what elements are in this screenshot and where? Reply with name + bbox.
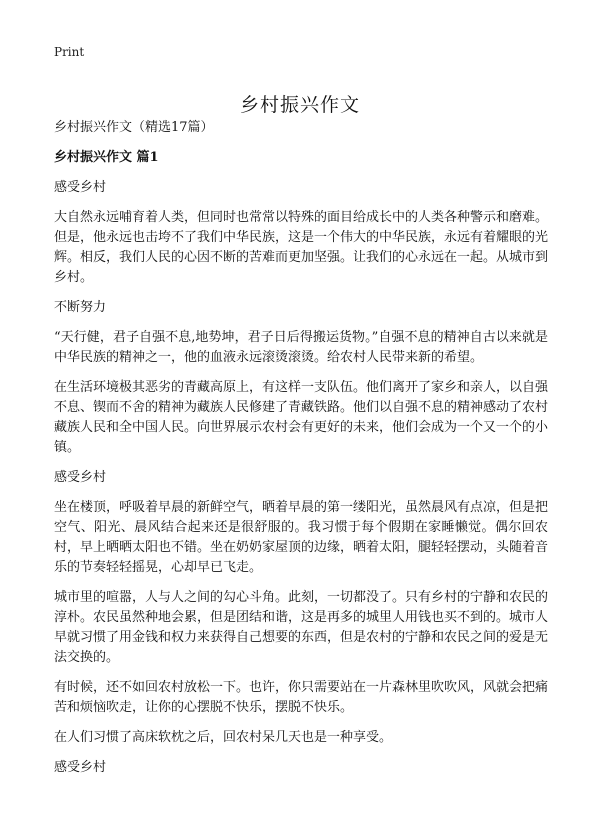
section-title: 乡村振兴作文 篇1: [54, 150, 159, 165]
paragraph: “天行健，君子自强不息,地势坤，君子日后得搬运货物。”自强不息的精神自古以来就是中华民族的精神之一，他的血液永远滚烫滚烫。给农村人民带来新的希望。: [54, 330, 548, 365]
paragraph: 在人们习惯了高床软枕之后，回农村呆几天也是一种享受。: [54, 730, 393, 745]
section-heading: 感受乡村: [54, 760, 107, 775]
paragraph: 大自然永远哺育着人类，但同时也常常以特殊的面目给成长中的人类各种警示和磨难。但是，他永远也击垮不了我们中华民族，这是一个伟大的中华民族，永远有着耀眼的光辉。相反，我们人民的心因不断的苦难而更加坚强。让我们的心永远在一起。从城市到乡村。: [54, 210, 549, 285]
section-heading: 感受乡村: [54, 180, 107, 195]
paragraph: 城市里的喧嚣，人与人之间的勾心斗角。此刻，一切都没了。只有乡村的宁静和农民的淳朴。农民虽然种地会累，但是团结和谐，这是再多的城里人用钱也买不到的。城市人早就习惯了用金钱和权力来获得自己想要的东西，但是农村的宁静和农民之间的爱是无法交换的。: [54, 590, 549, 665]
paragraph: 有时候，还不如回农村放松一下。也许，你只需要站在一片森林里吹吹风，风就会把痛苦和烦恼吹走，让你的心摆脱不快乐，摆脱不快乐。: [54, 680, 549, 715]
paragraph: 在生活环境极其恶劣的青藏高原上，有这样一支队伍。他们离开了家乡和亲人，以自强不息、锲而不舍的精神为藏族人民修建了青藏铁路。他们以自强不息的精神感动了农村藏族人民和全中国人民。向世界展示农村会有更好的未来，他们会成为一个又一个的小镇。: [54, 380, 549, 455]
paragraph: 坐在楼顶，呼吸着早晨的新鲜空气，晒着早晨的第一缕阳光，虽然晨风有点凉，但是把空气、阳光、晨风结合起来还是很舒服的。我习惯于每个假期在家睡懒觉。偶尔回农村，早上晒晒太阳也不错。坐在奶奶家屋顶的边缘，晒着太阳，腿轻轻摆动，头随着音乐的节奏轻轻摇晃，心却早已飞走。: [54, 500, 549, 575]
document-title: 乡村振兴作文: [239, 93, 360, 116]
document-subtitle: 乡村振兴作文（精选17篇）: [54, 120, 214, 135]
document-body: [54, 118, 548, 788]
print-label: Print: [54, 45, 85, 59]
section-heading: 不断努力: [54, 300, 107, 315]
section-heading: 感受乡村: [54, 470, 107, 485]
